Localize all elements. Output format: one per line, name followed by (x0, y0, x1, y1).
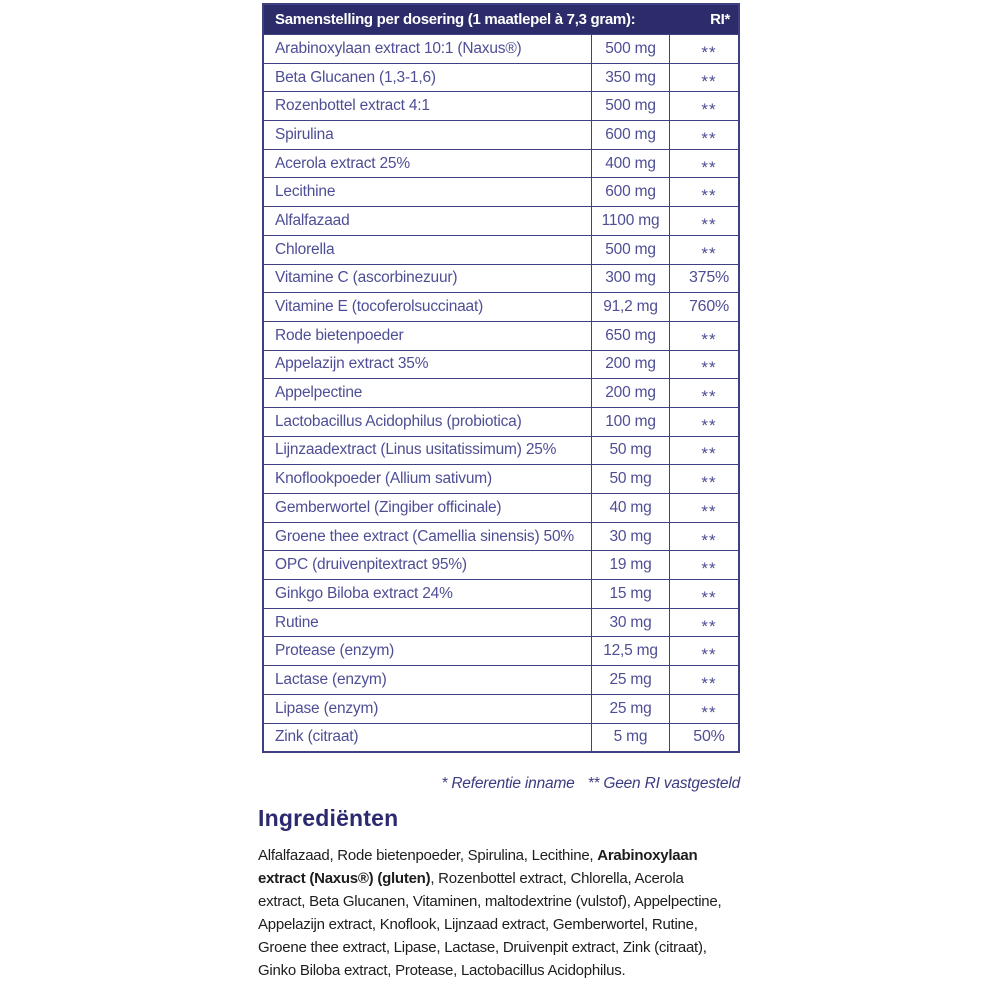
ri-cell (670, 322, 738, 350)
ingredient-name-cell: Spirulina (264, 121, 592, 149)
amount-cell: 100 mg (592, 408, 670, 436)
table-row (264, 378, 738, 407)
amount-cell: 30 mg (592, 523, 670, 551)
table-row (264, 723, 738, 752)
ingredient-name-cell: OPC (druivenpitextract 95%) (264, 551, 592, 579)
ri-asterisks: ** (701, 42, 717, 62)
ri-cell (670, 351, 738, 379)
ri-asterisks: ** (701, 387, 717, 407)
ingredient-name-cell: Vitamine E (tocoferolsuccinaat) (264, 293, 592, 321)
amount-cell: 600 mg (592, 178, 670, 206)
ingredient-name-cell: Protease (enzym) (264, 637, 592, 665)
amount-cell: 15 mg (592, 580, 670, 608)
table-row (264, 91, 738, 120)
ri-cell (670, 178, 738, 206)
amount-cell: 50 mg (592, 465, 670, 493)
ri-asterisks: ** (701, 358, 717, 378)
ri-cell (670, 207, 738, 235)
ingredient-name-cell: Rozenbottel extract 4:1 (264, 92, 592, 120)
ingredient-name-cell: Lactase (enzym) (264, 666, 592, 694)
amount-cell: 30 mg (592, 609, 670, 637)
ri-asterisks: ** (701, 616, 717, 636)
ingredient-name-cell: Lijnzaadextract (Linus usitatissimum) 25% (264, 437, 592, 465)
ri-cell (670, 523, 738, 551)
ri-cell: 50% (693, 728, 725, 746)
ingredients-paragraph (258, 844, 732, 982)
amount-cell: 600 mg (592, 121, 670, 149)
amount-cell: 40 mg (592, 494, 670, 522)
table-row (264, 550, 738, 579)
ingredient-name-cell: Lactobacillus Acidophilus (probiotica) (264, 408, 592, 436)
ri-cell (670, 92, 738, 120)
table-row (264, 63, 738, 92)
ingredient-name-cell: Lecithine (264, 178, 592, 206)
table-row (264, 177, 738, 206)
table-row (264, 636, 738, 665)
ri-asterisks: ** (701, 71, 717, 91)
ri-cell: 760% (688, 298, 730, 316)
ri-cell (670, 609, 738, 637)
amount-cell: 50 mg (592, 437, 670, 465)
ri-asterisks: ** (701, 587, 717, 607)
ri-asterisks: ** (701, 214, 717, 234)
table-row (264, 522, 738, 551)
amount-cell: 25 mg (592, 666, 670, 694)
ri-asterisks: ** (701, 501, 717, 521)
table-row (264, 321, 738, 350)
ingredient-name-cell: Appelpectine (264, 379, 592, 407)
ingredient-name-cell: Rode bietenpoeder (264, 322, 592, 350)
table-row (264, 264, 738, 293)
table-header-title: Samenstelling per dosering (1 maatlepel à 7,3 gram): (275, 11, 636, 28)
ri-cell (670, 379, 738, 407)
ri-cell (670, 580, 738, 608)
ingredient-segment: Alfalfazaad, Rode bietenpoeder, Spirulina, Lecithine, (258, 847, 598, 864)
ri-cell (670, 121, 738, 149)
amount-cell: 5 mg (592, 724, 670, 752)
ri-cell (670, 64, 738, 92)
ri-asterisks: ** (701, 444, 717, 464)
table-row (264, 350, 738, 379)
amount-cell: 400 mg (592, 150, 670, 178)
amount-cell: 91,2 mg (592, 293, 670, 321)
table-body (264, 34, 738, 751)
table-row (264, 608, 738, 637)
ingredient-name-cell: Alfalfazaad (264, 207, 592, 235)
ri-asterisks: ** (701, 673, 717, 693)
supplement-table (262, 3, 740, 753)
footnote-reference-intake: * Referentie inname (441, 775, 575, 792)
ri-asterisks: ** (701, 415, 717, 435)
table-row (264, 235, 738, 264)
table-row (264, 34, 738, 63)
ri-asterisks: ** (701, 100, 717, 120)
ingredients-heading: Ingrediënten (258, 805, 399, 831)
amount-cell: 500 mg (592, 236, 670, 264)
amount-cell: 19 mg (592, 551, 670, 579)
ri-asterisks: ** (701, 329, 717, 349)
table-row (264, 694, 738, 723)
table-row (264, 579, 738, 608)
amount-cell: 300 mg (592, 265, 670, 293)
table-row (264, 407, 738, 436)
table-row (264, 493, 738, 522)
amount-cell: 25 mg (592, 695, 670, 723)
ri-cell (670, 35, 738, 63)
amount-cell: 500 mg (592, 92, 670, 120)
amount-cell: 12,5 mg (592, 637, 670, 665)
ingredient-name-cell: Appelazijn extract 35% (264, 351, 592, 379)
ingredient-name-cell: Ginkgo Biloba extract 24% (264, 580, 592, 608)
ri-asterisks: ** (701, 157, 717, 177)
ri-asterisks: ** (701, 645, 717, 665)
ingredient-name-cell: Beta Glucanen (1,3-1,6) (264, 64, 592, 92)
ri-asterisks: ** (701, 243, 717, 263)
ingredient-name-cell: Zink (citraat) (264, 724, 592, 752)
table-row (264, 436, 738, 465)
table-row (264, 120, 738, 149)
ingredient-name-cell: Knoflookpoeder (Allium sativum) (264, 465, 592, 493)
ri-cell (670, 666, 738, 694)
ri-asterisks: ** (701, 559, 717, 579)
amount-cell: 1100 mg (592, 207, 670, 235)
ingredient-name-cell: Acerola extract 25% (264, 150, 592, 178)
table-row (264, 292, 738, 321)
ingredient-name-cell: Gemberwortel (Zingiber officinale) (264, 494, 592, 522)
table-row (264, 464, 738, 493)
amount-cell: 500 mg (592, 35, 670, 63)
ri-cell (670, 695, 738, 723)
ri-cell: 375% (688, 269, 730, 287)
ri-cell (670, 408, 738, 436)
ri-cell (670, 437, 738, 465)
table-row (264, 149, 738, 178)
ri-cell (670, 236, 738, 264)
ri-cell (670, 150, 738, 178)
ingredient-name-cell: Vitamine C (ascorbinezuur) (264, 265, 592, 293)
ri-cell (670, 637, 738, 665)
ingredient-name-cell: Chlorella (264, 236, 592, 264)
ri-cell (670, 494, 738, 522)
amount-cell: 200 mg (592, 351, 670, 379)
ingredient-name-cell: Arabinoxylaan extract 10:1 (Naxus®) (264, 35, 592, 63)
ingredient-name-cell: Lipase (enzym) (264, 695, 592, 723)
ri-asterisks: ** (701, 128, 717, 148)
ri-asterisks: ** (701, 473, 717, 493)
table-row (264, 206, 738, 235)
footnote-no-ri-established: ** Geen RI vastgesteld (587, 775, 740, 792)
ingredient-name-cell: Groene thee extract (Camellia sinensis) 50% (264, 523, 592, 551)
footnote (262, 775, 740, 793)
table-header-ri-label: RI* (710, 11, 730, 28)
ri-asterisks: ** (701, 530, 717, 550)
ri-cell (670, 551, 738, 579)
ingredient-name-cell: Rutine (264, 609, 592, 637)
ri-asterisks: ** (701, 702, 717, 722)
ri-cell (670, 465, 738, 493)
table-header (264, 5, 738, 34)
ri-asterisks: ** (701, 186, 717, 206)
table-row (264, 665, 738, 694)
ingredient-segment: , Rozenbottel extract, Chlorella, Acerola extract, Beta Glucanen, Vitaminen, maltodextrine (vulstof), Appelpectine, Appelazijn extract, Knoflook, Lijnzaad extract, Gemberwortel, Rutine, Groene thee extract, Lipase, Lactase, Druivenpit extract, Zink (citraat), Ginko Biloba extract, Protease, Lactobacillus Acidophilus. (258, 870, 722, 979)
ingredients-section (258, 805, 736, 982)
ingredient-bold-segment: Arabinoxylaan extract (Naxus®) (gluten) (258, 847, 698, 887)
amount-cell: 350 mg (592, 64, 670, 92)
amount-cell: 200 mg (592, 379, 670, 407)
amount-cell: 650 mg (592, 322, 670, 350)
